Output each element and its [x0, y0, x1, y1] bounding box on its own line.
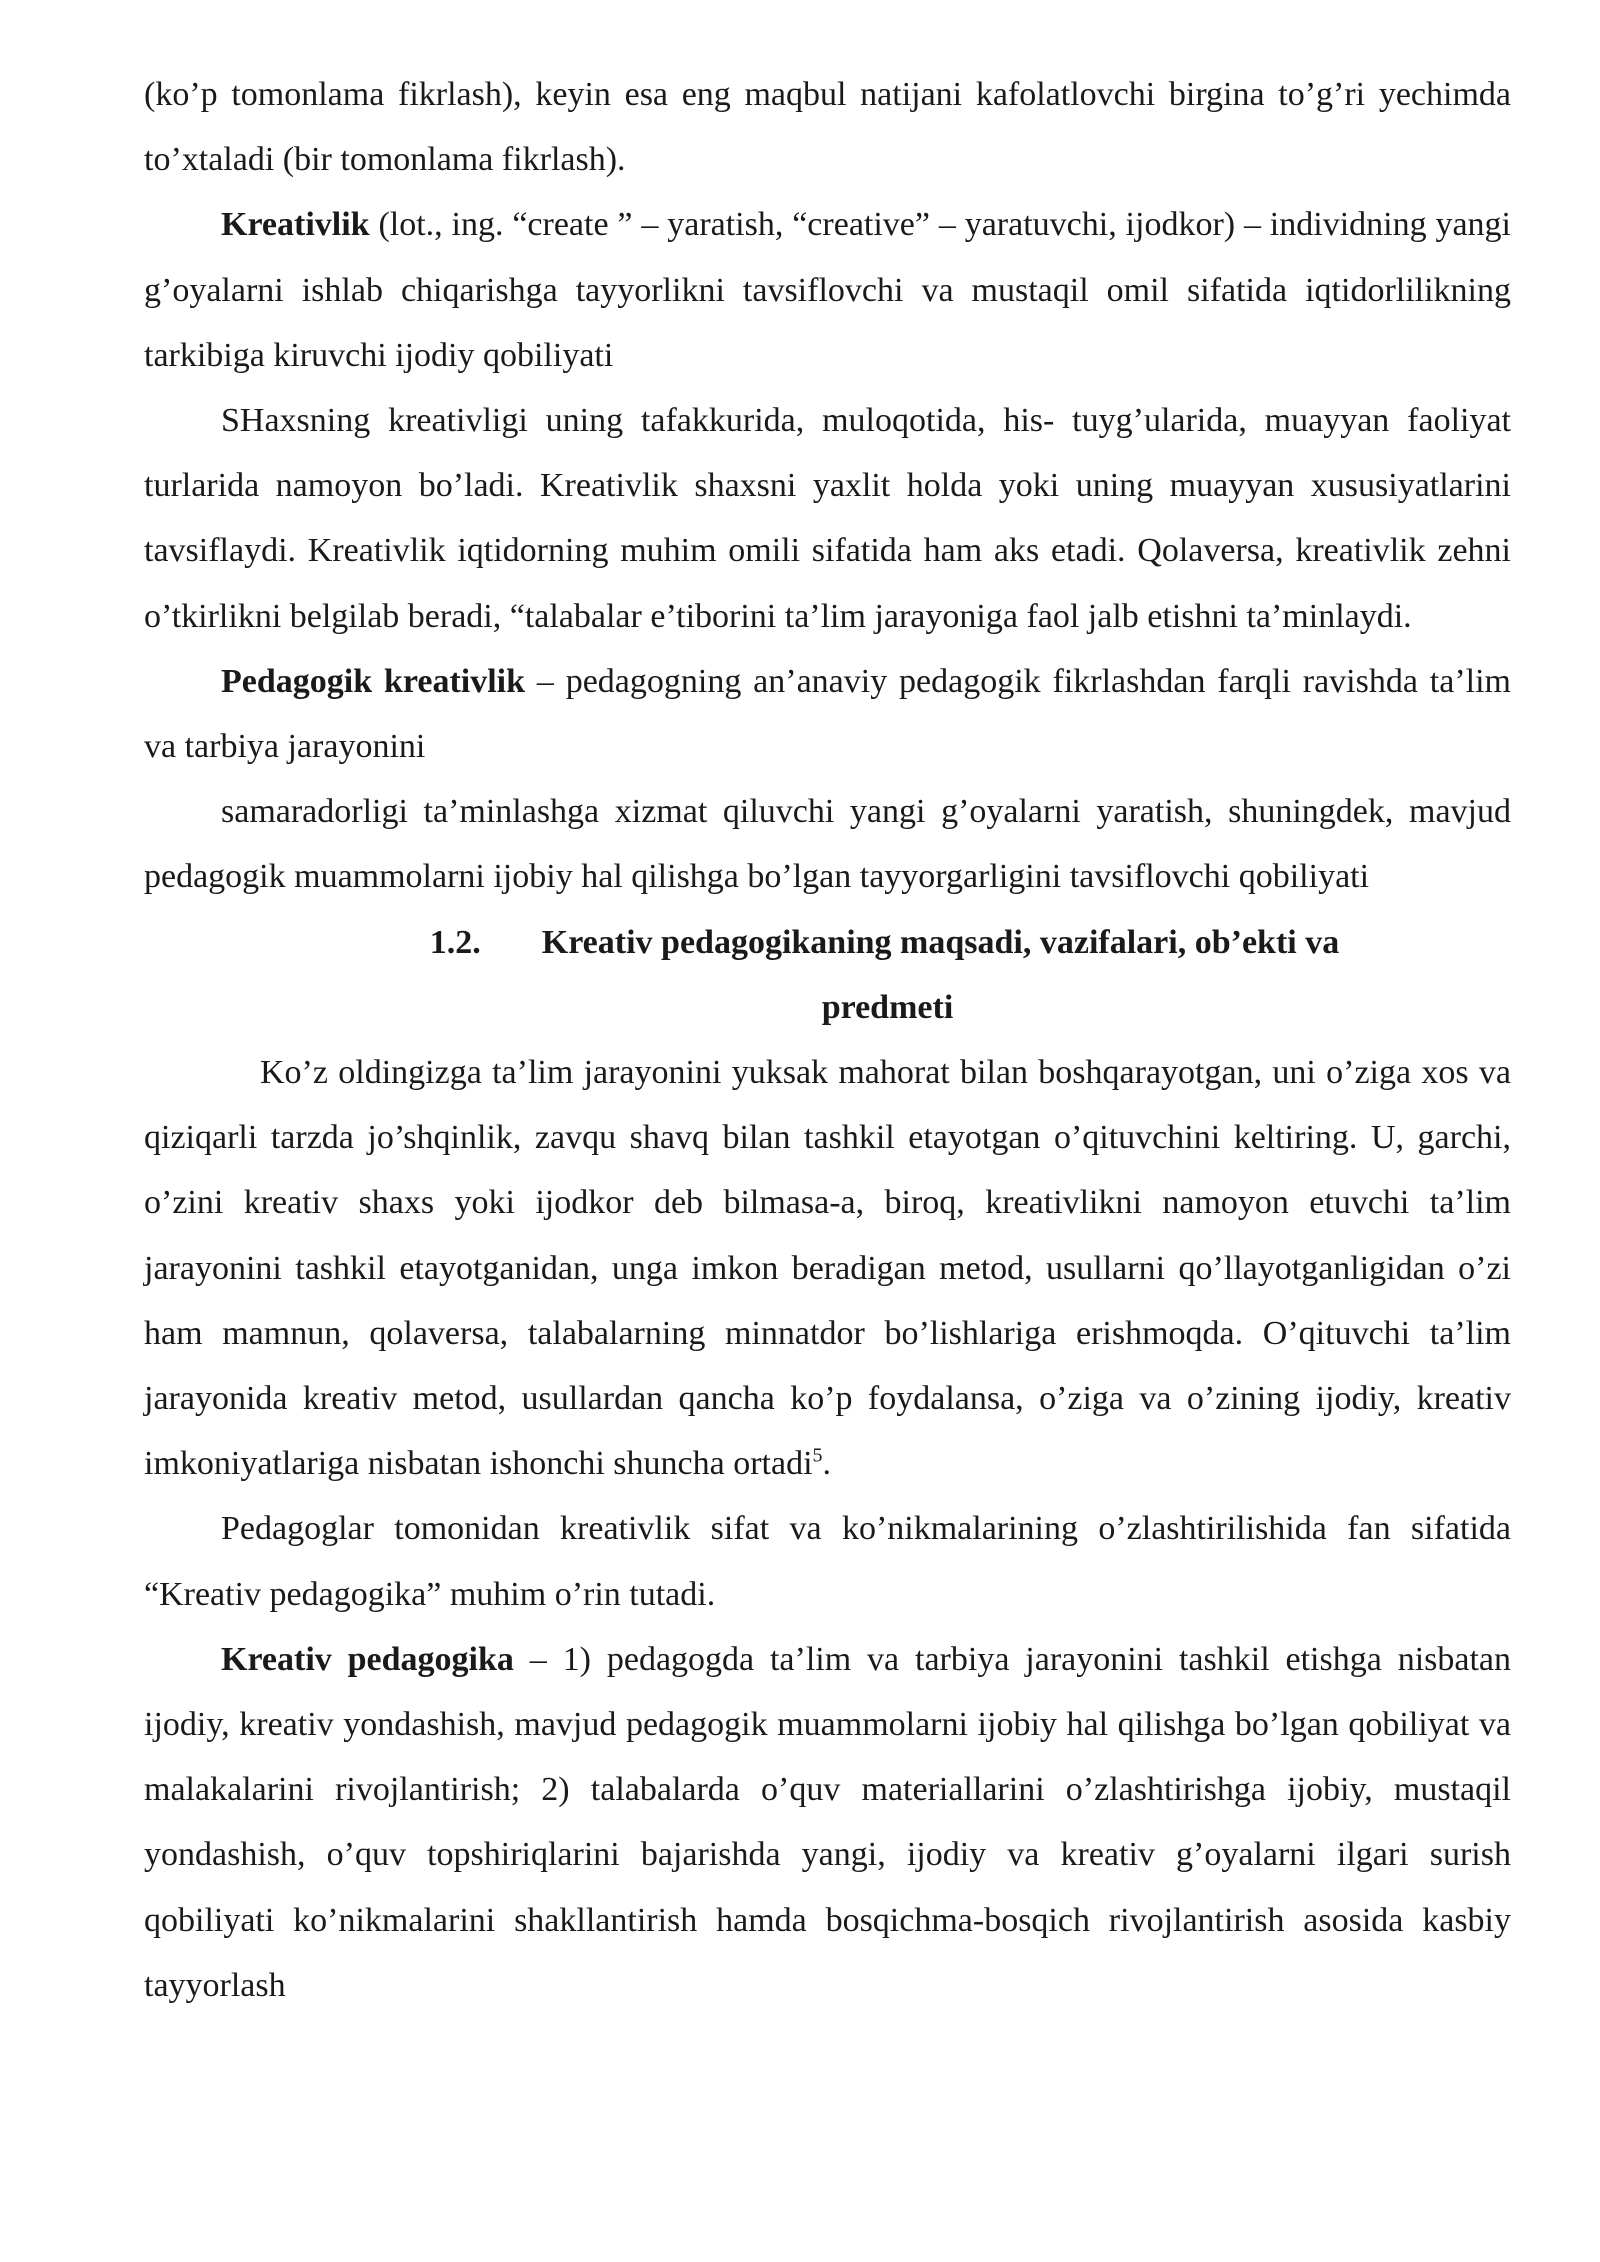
section-heading [144, 910, 1511, 1040]
paragraph-pedagogik-kreativlik [144, 649, 1511, 779]
definition-kreativ-pedagogika: – 1) pedagogda ta’lim va tarbiya jarayonini tashkil etishga nisbatan ijodiy, kreativ yondashish, mavjud pedagogik muammolarni ijobiy hal qilishga bo’lgan qobiliyat va malakalarini rivojlantirish; 2) talabalarda o’quv materiallarini o’zlashtirishga ijobiy, mustaqil yondashish, o’quv topshiriqlarini bajarishda yangi, ijodiy va kreativ g’oyalarni ilgari surish qobiliyati ko’nikmalarini shakllantirish hamda bosqichma-bosqich rivojlantirish asosida kasbiy tayyorlash [144, 1640, 1511, 2004]
definition-pedagogik-kreativlik: – pedagogning an’anaviy pedagogik fikrlashdan farqli ravishda ta’lim va tarbiya jarayonini [144, 662, 1511, 766]
section-number: 1.2. [429, 923, 481, 961]
term-kreativlik: Kreativlik [221, 206, 370, 244]
term-kreativ-pedagogika: Kreativ pedagogika [221, 1640, 514, 1678]
term-pedagogik-kreativlik: Pedagogik kreativlik [221, 662, 526, 700]
paragraph-thinking-continuation: (ko’p tomonlama fikrlash), keyin esa eng maqbul natijani kafolatlovchi birgina to’g’ri yechimda to’xtaladi (bir tomonlama fikrlash). [144, 76, 1511, 179]
paragraph-oqituvchi-end: . [822, 1445, 832, 1483]
definition-kreativlik: (lot., ing. “create ” – yaratish, “creative” – yaratuvchi, ijodkor) – individning yangi g’oyalarni ishlab chiqarishga tayyorlikni tavsiflovchi va mustaqil omil sifatida iqtidorlilikning tarkibiga kiruvchi ijodiy qobiliyati [144, 206, 1511, 374]
document-body [144, 62, 1511, 2018]
section-title-line2: predmeti [821, 988, 954, 1026]
paragraph-pedagoglar: Pedagoglar tomonidan kreativlik sifat va ko’nikmalarining o’zlashtirilishida fan sifatida “Kreativ pedagogika” muhim o’rin tutadi. [144, 1510, 1511, 1613]
section-title-line1: Kreativ pedagogikaning maqsadi, vazifalari, ob’ekti va [541, 923, 1340, 961]
paragraph-oqituvchi-text: Ko’z oldingizga ta’lim jarayonini yuksak mahorat bilan boshqarayotgan, uni o’ziga xos va qiziqarli tarzda jo’shqinlik, zavqu shavq bilan tashkil etayotgan o’qituvchini keltiring. U, garchi, o’zini kreativ shaxs yoki ijodkor deb bilmasa-a, biroq, kreativlikni namoyon etuvchi ta’lim jarayonini tashkil etayotganidan, unga imkon beradigan metod, usullarni qo’llayotganligidan o’zi ham mamnun, qolaversa, talabalarning minnatdor bo’lishlariga erishmoqda. O’qituvchi ta’lim jarayonida kreativ metod, usullardan qancha ko’p foydalansa, o’ziga va o’zining ijodiy, kreativ imkoniyatlariga nisbatan ishonchi shuncha ortadi [144, 1054, 1511, 1483]
paragraph-samaradorligi: samaradorligi ta’minlashga xizmat qiluvchi yangi g’oyalarni yaratish, shuningdek, mavjud pedagogik muammolarni ijobiy hal qilishga bo’lgan tayyorgarligini tavsiflovchi qobiliyati [144, 793, 1511, 896]
footnote-marker[interactable]: 5 [812, 1444, 823, 1467]
paragraph-kreativ-pedagogika [144, 1627, 1511, 2018]
paragraph-oqituvchi [144, 1040, 1511, 1496]
paragraph-shaxs-kreativligi: SHaxsning kreativligi uning tafakkurida, muloqotida, his- tuyg’ularida, muayyan faoliyat turlarida namoyon bo’ladi. Kreativlik shaxsni yaxlit holda yoki uning muayyan xususiyatlarini tavsiflaydi. Kreativlik iqtidorning muhim omili sifatida ham aks etadi. Qolaversa, kreativlik zehni o’tkirlikni belgilab beradi, “talabalar e’tiborini ta’lim jarayoniga faol jalb etishni ta’minlaydi. [144, 402, 1511, 635]
paragraph-kreativlik-definition [144, 192, 1511, 388]
